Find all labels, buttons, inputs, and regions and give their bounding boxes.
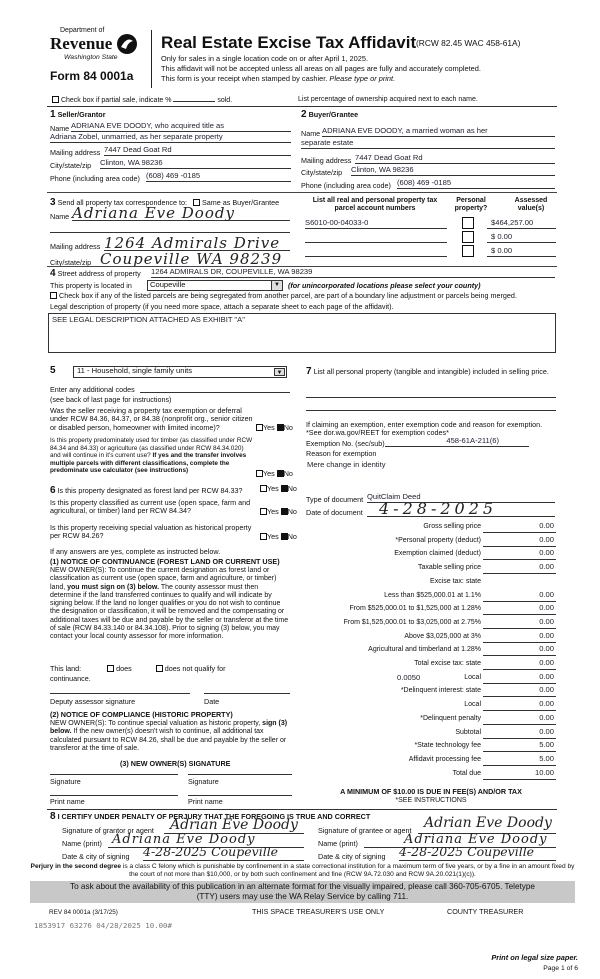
corr-address-label: Mailing address	[50, 242, 101, 251]
exemption-reason-label: Reason for exemption	[306, 449, 377, 458]
timber-question-bold: If yes and the transfer involves multiple parcels with different classifications, complete the predominate use calculator (see instructions)	[50, 452, 247, 475]
personal-property-text: List all personal property (tangible and intangible) included in selling price.	[313, 367, 549, 376]
buyer-heading-label: Buyer/Grantee	[308, 110, 359, 119]
timber-question-text: Is this property predominately used for timber (as classified under RCW 84.34 and 84.33) or agriculture (as classified under RCW 84.34.020) and will continue in it's current use?	[50, 437, 253, 460]
personal-property-line-1[interactable]	[306, 394, 556, 398]
tax-row-value[interactable]: 0.00	[539, 699, 554, 708]
land-use-value: 11 - Household, single family units	[77, 366, 193, 375]
forest-no-checkbox[interactable]	[281, 485, 288, 492]
perjury-text: is a class C felony which is punishable by confinement in a state correctional institution for a maximum term of five years, or by a fine in an amount fixed by the court of not more than $10,000, or by both such confinement and fine (RCW 9A.72.030 and RCW 9A.20.021(1)(c)).	[122, 863, 575, 878]
corr-name-line-2[interactable]	[50, 231, 290, 233]
personal-property-checkbox-1[interactable]	[462, 217, 474, 229]
assessed-value-2[interactable]: $ 0.00	[487, 233, 556, 243]
tax-row-value[interactable]: 0.00	[539, 617, 554, 626]
dept-of-label: Department of	[60, 27, 105, 34]
grantee-name-label: Name (print)	[318, 839, 358, 848]
dor-seal-icon	[116, 33, 138, 55]
tax-row-label: Above $3,025,000 at 3%	[404, 633, 481, 640]
buyer-address-field[interactable]: 7447 Dead Goat Rd	[355, 154, 555, 164]
tax-row-label: Local	[464, 701, 481, 708]
washington-state-label: Washington State	[64, 54, 118, 61]
section-1-number: 1	[50, 109, 56, 120]
tax-row-leader-line	[483, 546, 556, 547]
parcel-number-2[interactable]	[305, 233, 447, 243]
deputy-date-line[interactable]	[204, 688, 290, 694]
tax-row-value[interactable]: 0.00	[539, 713, 554, 722]
legal-description-label: Legal description of property (if you need more space, attach a separate sheet to each page of the affidavit).	[50, 302, 394, 311]
historic-question: Is this property receiving special valuation as historical property per RCW 84.26?	[50, 523, 252, 541]
located-in-select[interactable]	[147, 280, 283, 291]
seller-phone-field[interactable]: (608) 469 -0185	[146, 172, 291, 182]
seller-name-line-1[interactable]: ADRIANA EVE DOODY, who acquired title as	[71, 122, 291, 132]
section-7-number: 7	[306, 366, 312, 377]
grantee-date-label: Date & city of signing	[318, 852, 386, 861]
forest-yes-checkbox[interactable]	[260, 485, 267, 492]
segregated-row	[50, 292, 517, 300]
signature-label-2: Signature	[188, 777, 219, 786]
new-owner-signature-2[interactable]	[188, 771, 292, 775]
tax-row-leader-line	[483, 683, 556, 684]
doc-date-label: Date of document	[306, 508, 363, 517]
print-name-label-2: Print name	[188, 797, 223, 806]
sold-label: sold.	[217, 97, 233, 104]
tax-row-leader-line	[483, 751, 556, 752]
does-not-checkbox[interactable]	[156, 665, 163, 672]
tax-row-label: Excise tax: state	[430, 578, 481, 585]
tax-row-label: Local	[464, 674, 481, 681]
grantor-date-field[interactable]: 4-28-2025 Coupeville	[143, 845, 304, 861]
tax-row-label: Taxable selling price	[417, 564, 481, 571]
new-owner-signature-heading: (3) NEW OWNER(S) SIGNATURE	[120, 759, 231, 768]
exemption-number-field[interactable]: 458-61A-211(6)	[385, 437, 529, 447]
seller-phone-label: Phone (including area code)	[50, 174, 140, 183]
minimum-due-note: A MINIMUM OF $10.00 IS DUE IN FEE(S) AND/OR TAX	[340, 787, 522, 796]
buyer-name-line-1[interactable]: ADRIANA EVE DOODY, a married woman as her	[322, 127, 555, 137]
parcel-number-3[interactable]	[305, 247, 447, 257]
tax-row-leader-line	[483, 655, 556, 656]
tax-row-label: Total excise tax: state	[414, 660, 481, 667]
grantor-signature-label: Signature of grantor or agent	[62, 826, 154, 835]
no-label: No	[283, 423, 293, 432]
same-as-buyer-label: Same as Buyer/Grantee	[202, 198, 280, 207]
corr-city-label: City/state/zip	[50, 258, 92, 267]
does-checkbox[interactable]	[107, 665, 114, 672]
type-or-print-note: Please type or print.	[329, 74, 396, 83]
personal-property-checkbox-3[interactable]	[462, 245, 474, 257]
buyer-name-line-2[interactable]: separate estate	[301, 139, 555, 149]
timber-question	[50, 437, 255, 475]
corr-address-field[interactable]: 1264 Admirals Drive	[104, 235, 290, 251]
land-use-select[interactable]	[73, 366, 287, 378]
treasurer-use-label: THIS SPACE TREASURER'S USE ONLY	[252, 907, 385, 916]
tax-row-leader-line	[483, 696, 556, 697]
historic-no-checkbox[interactable]	[281, 533, 288, 540]
exemption-answer	[256, 424, 293, 432]
continuance-label: continuance.	[50, 674, 91, 683]
current-use-no-checkbox[interactable]	[281, 508, 288, 515]
section-8-number: 8	[50, 811, 56, 822]
tax-row-value[interactable]: 0.00	[539, 658, 554, 667]
yes-label: Yes	[267, 532, 279, 541]
buyer-phone-label: Phone (including area code)	[301, 181, 391, 190]
timber-yes-checkbox[interactable]	[256, 470, 263, 477]
if-yes-note: If any answers are yes, complete as instructed below.	[50, 547, 221, 556]
partial-sale-percent-input[interactable]	[173, 95, 215, 102]
legal-description-box[interactable]	[48, 313, 556, 353]
additional-codes-label: Enter any additional codes	[50, 385, 135, 394]
does-not-label: does not qualify for	[164, 664, 226, 673]
doc-type-field[interactable]: QuitClaim Deed	[367, 493, 555, 503]
new-owner-print-2[interactable]	[188, 792, 292, 796]
new-owner-print-1[interactable]	[50, 792, 178, 796]
notice-continuance-heading: (1) NOTICE OF CONTINUANCE (FOREST LAND OR CURRENT USE)	[50, 557, 280, 566]
forest-answer	[260, 485, 297, 493]
current-use-question: Is this property classified as current use (open space, farm and agricultural, or timber) land per RCW 84.34?	[50, 498, 251, 516]
certify-heading: I CERTIFY UNDER PENALTY OF PERJURY THAT THE FOREGOING IS TRUE AND CORRECT	[57, 812, 371, 821]
this-land-label: This land:	[50, 664, 82, 673]
header-divider	[151, 30, 152, 88]
tax-row-label: Agricultural and timberland at 1.28%	[368, 646, 481, 653]
local-tax-rate: 0.0050	[397, 673, 421, 682]
grantee-name-field[interactable]: Adriana Eve Doody	[364, 832, 556, 848]
notice-compliance-text-c: If the new owner(s) doesn't wish to continue, all additional tax calculated pursuant to RCW 84.26, shall be due and payable by the seller or transferor at the time of sale.	[50, 728, 287, 752]
tax-row-label: Gross selling price	[423, 523, 481, 530]
personal-property-checkbox-2[interactable]	[462, 231, 474, 243]
tax-row-value[interactable]: 0.00	[539, 548, 554, 557]
tax-row-value[interactable]: 5.00	[539, 740, 554, 749]
assessed-value-3[interactable]: $ 0.00	[487, 247, 556, 257]
no-label: No	[287, 532, 297, 541]
alternate-format-banner	[30, 881, 575, 903]
exemption-yes-checkbox[interactable]	[256, 424, 263, 431]
no-label: No	[287, 507, 297, 516]
historic-yes-checkbox[interactable]	[260, 533, 267, 540]
buyer-phone-field[interactable]: (608) 469 -0185	[397, 179, 555, 189]
seller-heading-label: Seller/Grantor	[57, 110, 106, 119]
yes-label: Yes	[263, 469, 275, 478]
dor-logo	[50, 27, 150, 89]
tax-row-label: *Delinquent penalty	[420, 715, 481, 722]
notice-continuance-text-b: you must sign on (3) below.	[67, 583, 160, 591]
tax-row-value[interactable]: 0.00	[539, 685, 554, 694]
section-5-number: 5	[50, 365, 56, 376]
alternate-format-line-1: To ask about the availability of this publication in an alternate format for the visually impaired, please call 360-705-6705. Teletype	[70, 882, 535, 891]
notice-continuance-text-a: NEW OWNER(S): To continue the current designation as forest land or classification as current use (open space, farm and agriculture, or timber) land,	[50, 567, 277, 591]
tax-row-value[interactable]: 0.00	[539, 672, 554, 681]
tax-row-leader-line	[483, 765, 556, 766]
form-number: Form 84 0001a	[50, 69, 134, 83]
seller-name-line-2[interactable]: Adriana Zobel, unmarried, as her separate property	[50, 133, 291, 143]
alternate-format-line-2: (TTY) users may use the WA Relay Service by calling 711.	[196, 891, 409, 901]
tax-row-leader-line	[483, 724, 556, 725]
notice-continuance-body	[50, 567, 290, 641]
notice-compliance-text-b: sign (3) below.	[50, 720, 288, 736]
tax-row-value[interactable]: 0.00	[539, 521, 554, 530]
chevron-down-icon: ▼	[271, 281, 282, 290]
grantee-date-field[interactable]: 4-28-2025 Coupeville	[399, 845, 556, 861]
chevron-down-icon: ▼	[274, 368, 285, 376]
grantor-name-label: Name (print)	[62, 839, 102, 848]
personal-property-line-2[interactable]	[306, 407, 556, 411]
print-name-label-1: Print name	[50, 797, 85, 806]
partial-sale-label: Check box if partial sale, indicate %	[60, 97, 172, 104]
tax-row-label: From $1,525,000.01 to $3,025,000 at 2.75%	[343, 619, 481, 626]
partial-sale-row	[52, 95, 232, 105]
receipt-note: This form is your receipt when stamped by cashier.	[161, 74, 328, 83]
tax-row-value[interactable]: 0.00	[539, 603, 554, 612]
corr-name-label: Name	[50, 212, 70, 221]
seller-address-label: Mailing address	[50, 148, 101, 157]
buyer-name-label: Name	[301, 129, 321, 138]
notice-compliance-heading: (2) NOTICE OF COMPLIANCE (HISTORIC PROPERTY)	[50, 710, 233, 719]
perjury-bold: Perjury in the second degree	[30, 863, 122, 870]
deputy-date-label: Date	[204, 697, 220, 706]
yes-label: Yes	[267, 507, 279, 516]
grantor-date-label: Date & city of signing	[62, 852, 130, 861]
additional-codes-note: (see back of last page for instructions)	[50, 395, 172, 404]
located-in-label: This property is located in	[50, 281, 132, 290]
header-subtitle-1: Only for sales in a single location code on or after April 1, 2025.	[161, 54, 369, 63]
legal-paper-note: Print on legal size paper.	[491, 953, 578, 962]
located-in-note: (for unincorporated locations please select your county)	[288, 281, 481, 290]
section-3-number: 3	[50, 197, 56, 208]
tax-row-label: Less than $525,000.01 at 1.1%	[384, 592, 481, 599]
this-land-row	[50, 665, 226, 673]
section-4-number: 4	[50, 268, 56, 279]
form-rcw: (RCW 82.45 WAC 458-61A)	[416, 38, 521, 48]
grantee-signature-label: Signature of grantee or agent	[318, 826, 412, 835]
segregated-checkbox[interactable]	[50, 292, 57, 299]
timber-no-checkbox[interactable]	[277, 470, 284, 477]
notice-compliance-text-a: NEW OWNER(S): To continue special valuation as historic property,	[50, 720, 261, 727]
current-use-answer	[260, 508, 297, 516]
does-label: does	[116, 664, 132, 673]
tax-row-label: Total due	[452, 770, 481, 777]
legal-description-value: SEE LEGAL DESCRIPTION ATTACHED AS EXHIBIT "A"	[52, 315, 245, 324]
section-2-number: 2	[301, 109, 307, 120]
see-instructions-note: *SEE INSTRUCTIONS	[395, 797, 467, 804]
section-6-number: 6	[50, 485, 56, 496]
seller-name-label: Name	[50, 124, 70, 133]
tax-row-label: *Delinquent interest: state	[400, 687, 481, 694]
yes-label: Yes	[263, 423, 275, 432]
tax-row-label: *State technology fee	[414, 742, 481, 749]
street-address-field[interactable]: 1264 ADMIRALS DR, COUPEVILLE, WA 98239	[151, 268, 555, 278]
doc-date-field[interactable]: 4-28-2025	[367, 500, 555, 517]
correspondence-label: Send all property tax correspondence to:	[57, 198, 188, 207]
buyer-city-label: City/state/zip	[301, 168, 343, 177]
exemption-reason-field[interactable]: Mere change in identity	[307, 460, 386, 469]
partial-sale-checkbox[interactable]	[52, 96, 59, 103]
tax-row-value[interactable]: 0.00	[539, 562, 554, 571]
header-subtitle-2: This affidavit will not be accepted unless all areas on all pages are fully and accurately completed.	[161, 64, 481, 73]
corr-city-field[interactable]: Coupeville WA 98239	[100, 251, 290, 267]
tax-row-leader-line	[483, 779, 556, 780]
historic-answer	[260, 533, 297, 541]
tax-row-leader-line	[483, 573, 556, 574]
tax-row-value[interactable]: 0.00	[539, 644, 554, 653]
no-label: No	[283, 469, 293, 478]
current-use-yes-checkbox[interactable]	[260, 508, 267, 515]
tax-row-value[interactable]: 0.00	[539, 535, 554, 544]
exemption-instructions: If claiming an exemption, enter exemption code and reason for exemption. *See dor.wa.gov/REET for exemption codes*	[306, 420, 543, 438]
parcel-number-1[interactable]: S6010-00-04033-0	[305, 219, 447, 229]
personal-property-col-header: Personal property?	[454, 197, 488, 213]
forest-question: Is this property designated as forest land per RCW 84.33?	[57, 486, 243, 495]
revision-label: REV 84 0001a (3/17/25)	[49, 909, 118, 916]
buyer-address-label: Mailing address	[301, 156, 352, 165]
page-number: Page 1 of 6	[543, 965, 578, 972]
exemption-no-checkbox[interactable]	[277, 424, 284, 431]
tax-row-label: Subtotal	[455, 729, 481, 736]
assessed-value-1[interactable]: $464,257.00	[487, 219, 556, 229]
seller-heading	[50, 109, 106, 121]
signature-label-1: Signature	[50, 777, 81, 786]
notice-compliance-body	[50, 720, 294, 753]
seller-city-field[interactable]: Clinton, WA 98236	[100, 159, 291, 169]
tax-row-label: From $525,000.01 to $1,525,000 at 1.28%	[349, 605, 481, 612]
perjury-notice	[30, 863, 575, 879]
tax-row-value[interactable]: 0.00	[539, 631, 554, 640]
tax-row-label: *Personal property (deduct)	[395, 537, 481, 544]
header-subtitle-3	[161, 75, 395, 84]
tax-row-leader-line	[483, 642, 556, 643]
exemption-question: Was the seller receiving a property tax exemption or deferral under RCW 84.36, 84.37, or 84.38 (nonprofit org., senior citizen or disabled person, homeowner with limited income)?	[50, 406, 253, 432]
tax-row-value[interactable]: 5.00	[539, 754, 554, 763]
grantee-signature-field[interactable]: Adrian Eve Doody	[418, 815, 556, 834]
new-owner-signature-1[interactable]	[50, 771, 178, 775]
form-title: Real Estate Excise Tax Affidavit	[161, 33, 417, 52]
street-address-row	[50, 268, 141, 280]
tax-row-leader-line	[483, 628, 556, 629]
tax-row-value[interactable]: 0.00	[539, 590, 554, 599]
tax-row-leader-line	[483, 738, 556, 739]
exemption-number-label: Exemption No. (sec/sub)	[306, 439, 385, 448]
tax-row-label: Affidavit processing fee	[408, 756, 481, 763]
personal-property-row	[306, 366, 556, 378]
tax-row-value[interactable]: 0.00	[539, 727, 554, 736]
county-treasurer-label: COUNTY TREASURER	[447, 907, 524, 916]
buyer-heading	[301, 109, 358, 121]
additional-codes-input[interactable]	[140, 385, 290, 393]
located-in-value: Coupeville	[150, 280, 186, 289]
doc-type-label: Type of document	[306, 495, 364, 504]
notice-continuance-text-c: The county assessor must then determine if the land transferred continues to qualify and will indicate by signing below. If the land no longer qualifies or you do not wish to continue the designation or classification, it will be removed and the compensating or additional taxes will be due and payable by the seller or transferor at the time of sale (RCW 84.33.140 or 84.34.108). Prior to signing (3) below, you may contact your local county assessor for more information.	[50, 583, 289, 640]
tax-row-leader-line	[483, 559, 556, 560]
revenue-wordmark: Revenue	[50, 34, 113, 53]
seller-city-label: City/state/zip	[50, 161, 92, 170]
grantor-name-field[interactable]: Adriana Eve Doody	[108, 832, 304, 848]
seller-address-field[interactable]: 7447 Dead Goat Rd	[104, 146, 291, 156]
corr-name-field[interactable]: Adriana Eve Doody	[72, 205, 290, 221]
grantor-signature-field[interactable]: Adrian Eve Doody	[164, 817, 304, 834]
tax-row-leader-line	[483, 710, 556, 711]
assessed-value-col-header: Assessed value(s)	[514, 197, 548, 213]
no-label: No	[287, 484, 297, 493]
tax-row-leader-line	[483, 669, 556, 670]
buyer-city-field[interactable]: Clinton, WA 98236	[351, 166, 555, 176]
segregated-label: Check box if any of the listed parcels are being segregated from another parcel, are part of a boundary line adjustment or parcels being merged.	[59, 291, 517, 300]
deputy-signature-line[interactable]	[50, 688, 190, 694]
timber-answer	[256, 470, 293, 478]
tax-row-leader-line	[483, 614, 556, 615]
deputy-signature-label: Deputy assessor signature	[50, 697, 136, 706]
tax-row-leader-line	[483, 601, 556, 602]
tax-row-value[interactable]: 10.00	[534, 768, 554, 777]
tax-row-label: Exemption claimed (deduct)	[394, 550, 481, 557]
parcel-col-header: List all real and personal property tax parcel account numbers	[312, 197, 438, 213]
forest-question-row	[50, 485, 265, 497]
street-address-label: Street address of property	[57, 269, 141, 278]
ownership-note: List percentage of ownership acquired next to each name.	[298, 96, 478, 103]
tax-row-leader-line	[483, 532, 556, 533]
cashier-stamp: 1853917 63276 04/28/2025 10.00#	[34, 921, 172, 930]
yes-label: Yes	[267, 484, 279, 493]
